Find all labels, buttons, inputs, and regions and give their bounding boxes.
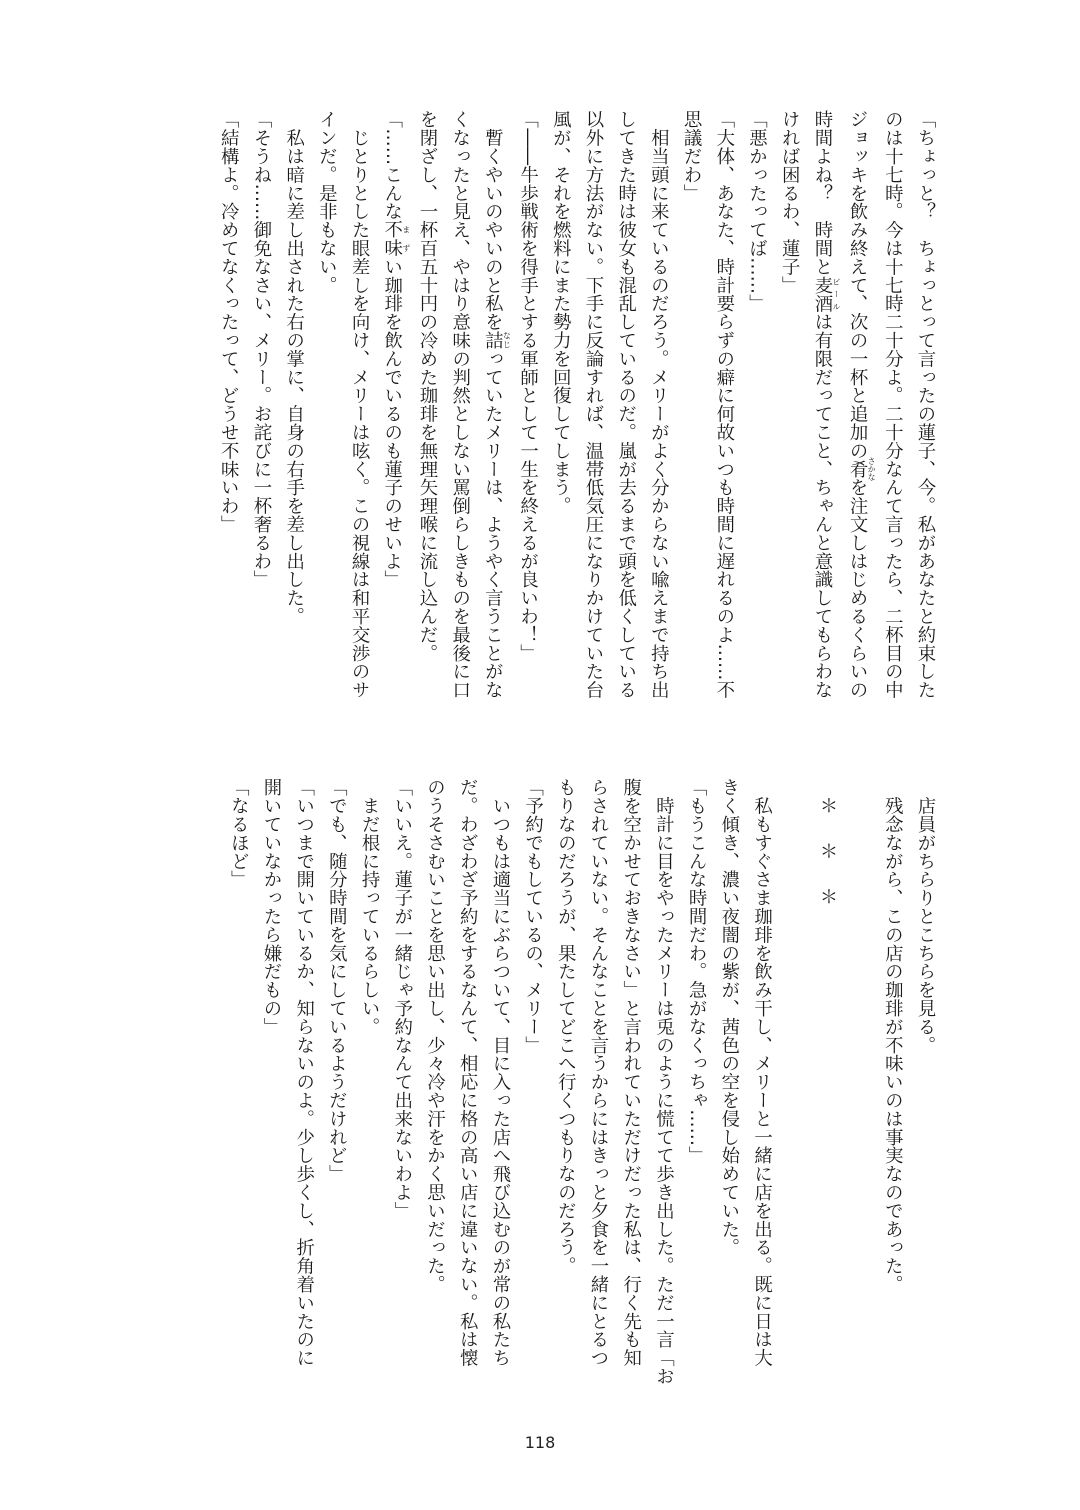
- blank-line: [778, 778, 811, 1388]
- text-line: 残念ながら、この店の珈琲が不味いのは事実なのであった。: [882, 778, 904, 1294]
- text-line: 開いていなかったら嫌だもの」: [260, 778, 282, 1036]
- ruby-reading: ビール: [831, 275, 841, 313]
- text-line: 「なるほど」: [228, 778, 250, 889]
- text-line: 風が、それを燃料にまた勢力を回復してしまう。: [550, 110, 572, 515]
- text-line: のうそさむいことを思い出し、少々冷や汗をかく思いだった。: [424, 778, 446, 1294]
- text-line: インだ。是非もない。: [316, 110, 338, 294]
- text-line: きく傾き、濃い夜闇の紫が、茜色の空を侵し始めていた。: [718, 778, 740, 1257]
- text-line: 相当頭に来ているのだろう。メリーがよく分からない喩えまで持ち出: [648, 110, 670, 699]
- ruby-word: [381, 220, 411, 258]
- text-line: 「結構よ。冷めてなくったって、どうせ不味いわ」: [218, 110, 240, 534]
- ruby-base: 肴: [847, 456, 869, 481]
- ruby-reading: まず: [401, 220, 411, 258]
- ruby-base: 詰: [482, 330, 504, 350]
- text-line: 「予約でもしているの、メリー」: [522, 778, 544, 1054]
- text-line: 腹を空かせておきなさい」と言われていただけだった私は、行く先も知: [620, 778, 642, 1367]
- ruby-word: [811, 275, 841, 313]
- page-number: 118: [524, 1433, 556, 1452]
- text-line: [476, 110, 511, 720]
- text-line: 時計に目をやったメリーは兎のように慌てて歩き出した。ただ一言「お: [653, 778, 675, 1386]
- text-line: 私もすぐさま珈琲を飲み干し、メリーと一緒に店を出る。既に日は大: [751, 778, 773, 1367]
- text-line: らされていない。そんなことを言うからにはきっと夕食を一緒にとるつ: [588, 778, 609, 1367]
- text-line: じとりとした眼差しを向け、メリーは呟く。この視線は和平交渉のサ: [349, 110, 371, 699]
- text-line: 「――牛歩戦術を得手とする軍師として一生を終えるが良いわ！」: [517, 110, 539, 662]
- text-line: [375, 110, 410, 720]
- text-segment: 暫くやいのやいのと私を: [482, 110, 504, 331]
- ruby-reading: さかな: [867, 456, 877, 481]
- text-line: 「いつまで開いているか、知らないのよ。少し歩くし、折角着いたのに: [293, 778, 315, 1367]
- ruby-reading: なじ: [502, 330, 512, 350]
- text-line: 「大体、あなた、時計要らずの癖に何故いつも時間に遅れるのよ……不: [713, 110, 735, 699]
- text-line: 「そうね……御免なさい、メリー。お詫びに一杯奢るわ」: [250, 110, 272, 589]
- ruby-base: 麦酒: [811, 275, 833, 313]
- text-line: してきた時は彼女も混乱しているのだ。嵐が去るまで頭を低くしている: [615, 110, 637, 699]
- text-line: ければ困るわ、蓮子」: [779, 110, 801, 294]
- text-line: 店員がちらりとこちらを見る。: [915, 778, 936, 1054]
- text-segment: は有限だってこと、ちゃんと意識してもらわな: [811, 312, 833, 699]
- text-line: のは十七時。今は十七時二十分よ。二十分なんて言ったら、二杯目の中: [882, 110, 904, 699]
- text-line: を閉ざし、一杯百五十円の冷めた珈琲を無理矢理喉に流し込んだ。: [416, 110, 438, 662]
- text-line: 以外に方法がない。下手に反論すれば、温帯低気圧になりかけていた台: [582, 110, 604, 699]
- text-line: まだ根に持っているらしい。: [359, 778, 381, 1036]
- text-line: 「もうこんな時間だわ。急がなくっちゃ……」: [686, 778, 708, 1165]
- text-line: 「でも、随分時間を気にしているようだけれど」: [326, 778, 348, 1183]
- upper-text-block: [212, 110, 941, 720]
- blank-line: [843, 778, 876, 1388]
- text-segment: い珈琲を飲んでいるのも蓮子のせいよ」: [381, 257, 403, 589]
- text-line: もりなのだろうが、果たしてどこへ行くつもりなのだろう。: [555, 778, 577, 1275]
- text-line: 思議だわ」: [681, 110, 703, 202]
- text-line: だ。わざわざ予約をするなんて、相応に格の高い店に違いない。私は懐: [457, 778, 479, 1367]
- text-line: 「ちょっと？ ちょっとって言ったの蓮子、今。私があなたと約束した: [915, 110, 936, 699]
- text-line: [840, 110, 875, 720]
- text-line: 私は暗に差し出された右の掌に、自身の右手を差し出した。: [283, 110, 305, 626]
- text-segment: ジョッキを飲み終えて、次の一杯と追加の: [847, 110, 869, 460]
- lower-text-block: [222, 778, 941, 1388]
- text-segment: 「……こんな: [381, 110, 403, 221]
- text-line: 「悪かったってば……」: [746, 110, 768, 313]
- text-segment: を注文しはじめるくらいの: [847, 478, 869, 699]
- ruby-word: [847, 456, 877, 481]
- text-line: [805, 110, 840, 720]
- text-line: いつもは適当にぶらついて、目に入った店へ飛び込むのが常の私たち: [489, 778, 511, 1367]
- text-segment: っていたメリーは、ようやく言うことがな: [482, 349, 504, 699]
- text-segment: 時間よね？ 時間と: [811, 110, 833, 276]
- scene-break-separator: ＊＊＊: [816, 796, 838, 933]
- ruby-base: 不味: [381, 220, 403, 258]
- ruby-word: [482, 330, 512, 350]
- text-line: くなったと見え、やはり意味の判然としない罵倒らしきものを最後に口: [449, 110, 471, 699]
- text-line: 「いいえ。蓮子が一緒じゃ予約なんて出来ないわよ」: [391, 778, 413, 1220]
